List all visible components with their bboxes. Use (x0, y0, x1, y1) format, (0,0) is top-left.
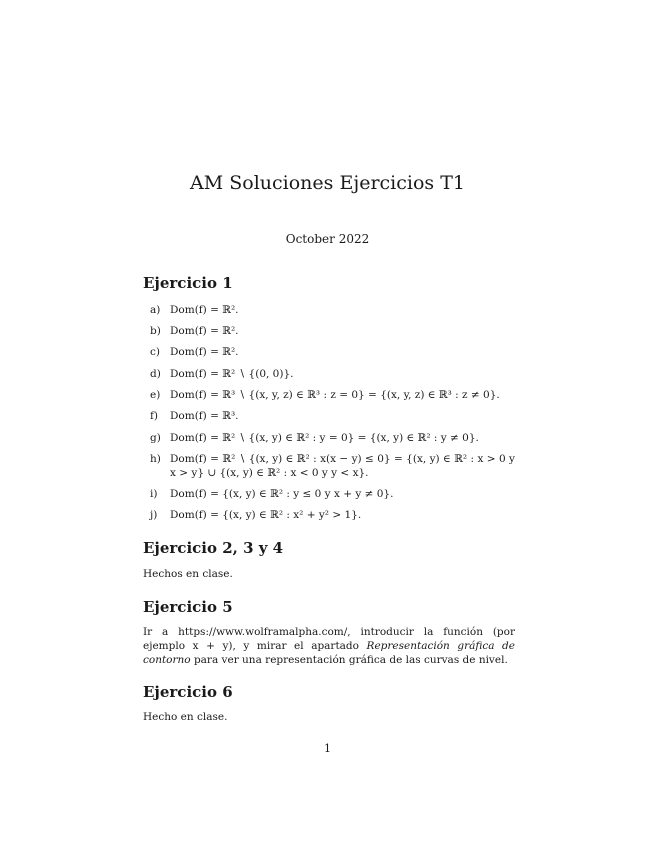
paragraph-text-end: para ver una representación gráfica de las curvas de nivel. (190, 654, 508, 666)
list-item (150, 303, 520, 317)
list-item (150, 409, 520, 423)
list-item (150, 388, 530, 402)
document-title: AM Soluciones Ejercicios T1 (190, 172, 465, 194)
item-label: j) (150, 509, 158, 521)
item-label: h) (150, 453, 161, 465)
item-label: b) (150, 325, 161, 337)
item-label: d) (150, 368, 161, 380)
list-item (150, 508, 520, 522)
list-item (150, 431, 530, 445)
section-heading-ejercicio-6: Ejercicio 6 (143, 683, 233, 701)
section-heading-ejercicio-2-3-4: Ejercicio 2, 3 y 4 (143, 539, 284, 557)
item-label: f) (150, 410, 158, 422)
paragraph-text-start: Ir a https://www.wolframalpha.com/, introducir la función (por ejemplo x + y), y mirar el apartado (143, 626, 515, 652)
item-label: a) (150, 304, 161, 316)
item-label: e) (150, 389, 161, 401)
item-text: Dom(f) = ℝ². (170, 325, 239, 337)
section-heading-ejercicio-5: Ejercicio 5 (143, 598, 233, 616)
item-label: c) (150, 346, 160, 358)
document-date: October 2022 (285, 232, 370, 246)
page-number: 1 (324, 742, 331, 755)
item-text: Dom(f) = {(x, y) ∈ ℝ² : x² + y² > 1}. (170, 509, 362, 521)
item-label: i) (150, 488, 158, 500)
item-text: Dom(f) = ℝ² ∖ {(0, 0)}. (170, 368, 294, 380)
section-text: Hecho en clase. (143, 711, 228, 723)
list-item (150, 452, 515, 480)
item-text: Dom(f) = ℝ³ ∖ {(x, y, z) ∈ ℝ³ : z = 0} = {(x, y, z) ∈ ℝ³ : z ≠ 0}. (170, 389, 500, 401)
list-item (150, 487, 520, 501)
section-text: Hechos en clase. (143, 568, 233, 580)
item-text: Dom(f) = ℝ² ∖ {(x, y) ∈ ℝ² : y = 0} = {(x, y) ∈ ℝ² : y ≠ 0}. (170, 432, 479, 444)
list-item (150, 345, 520, 359)
item-text: Dom(f) = {(x, y) ∈ ℝ² : y ≤ 0 y x + y ≠ 0}. (170, 488, 394, 500)
item-text: Dom(f) = ℝ². (170, 304, 239, 316)
item-label: g) (150, 432, 161, 444)
section-paragraph (143, 625, 515, 667)
section-heading-ejercicio-1: Ejercicio 1 (143, 274, 233, 292)
item-text: Dom(f) = ℝ³. (170, 410, 239, 422)
item-text: Dom(f) = ℝ² ∖ {(x, y) ∈ ℝ² : x(x − y) ≤ 0} = {(x, y) ∈ ℝ² : x > 0 y x > y} ∪ {(x, y) ∈ ℝ² : x < 0 y y < x}. (170, 453, 515, 479)
list-item (150, 367, 520, 381)
paragraph-emphasis: Representación gráfica de contorno (143, 640, 515, 666)
item-text: Dom(f) = ℝ². (170, 346, 239, 358)
list-item (150, 324, 520, 338)
